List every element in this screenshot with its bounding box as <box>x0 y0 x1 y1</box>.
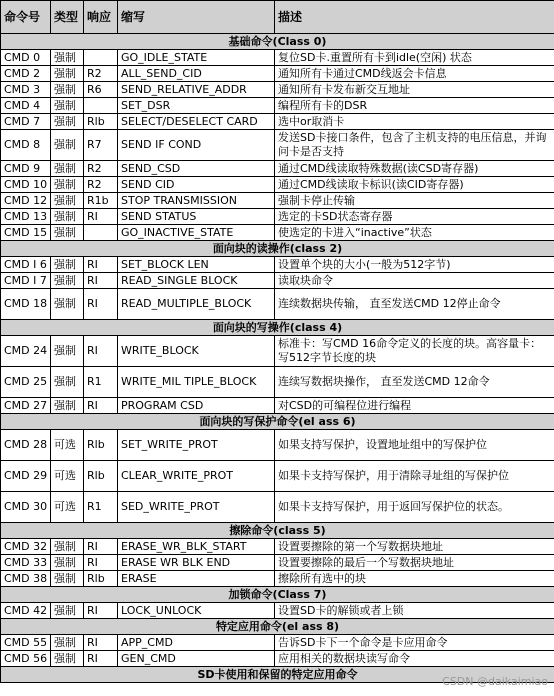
description-cell: 标准卡：写CMD 16命令定义的长度的块。高容量卡：写512字节长度的块 <box>275 336 554 367</box>
type-cell: 强制 <box>51 635 84 651</box>
watermark: CSDN @daikaimiao <box>442 675 548 688</box>
command-number-cell: CMD 56 <box>1 651 51 667</box>
response-cell: RI <box>84 398 118 414</box>
command-number-cell: CMD 24 <box>1 336 51 367</box>
response-cell: RI <box>84 257 118 273</box>
abbreviation-cell: ERASE WR BLK END <box>118 555 275 571</box>
type-cell: 可选 <box>51 492 84 523</box>
type-cell: 强制 <box>51 539 84 555</box>
abbreviation-cell: SEND STATUS <box>118 209 275 225</box>
response-cell: RI <box>84 289 118 320</box>
table-row <box>1 539 554 555</box>
response-cell: R1b <box>84 193 118 209</box>
section-title: SD卡使用和保留的特定应用命令 <box>1 667 554 683</box>
description-cell: 设置单个块的大小(一般为512字节) <box>275 257 554 273</box>
description-cell: 对CSD的可编程位进行编程 <box>275 398 554 414</box>
description-cell: 应用相关的数据块读写命令 <box>275 651 554 667</box>
response-cell: RI <box>84 603 118 619</box>
description-cell: 通知所有卡发布新交互地址 <box>275 82 554 98</box>
section-header-row <box>1 619 554 635</box>
command-number-cell: CMD 10 <box>1 177 51 193</box>
type-cell: 强制 <box>51 257 84 273</box>
type-cell: 强制 <box>51 114 84 130</box>
abbreviation-cell: GO_INACTIVE_STATE <box>118 225 275 241</box>
table-row <box>1 571 554 587</box>
section-header-row <box>1 320 554 336</box>
table-row <box>1 461 554 492</box>
response-cell <box>84 98 118 114</box>
description-cell: 强制卡停止传输 <box>275 193 554 209</box>
response-cell: RI <box>84 635 118 651</box>
command-number-cell: CMD 27 <box>1 398 51 414</box>
description-cell: 连续数据块传输， 直至发送CMD 12停止命令 <box>275 289 554 320</box>
type-cell: 强制 <box>51 555 84 571</box>
abbreviation-cell: ERASE <box>118 571 275 587</box>
type-cell: 强制 <box>51 193 84 209</box>
abbreviation-cell: ALL_SEND_CID <box>118 66 275 82</box>
command-number-cell: CMD 32 <box>1 539 51 555</box>
table-row <box>1 336 554 367</box>
table-row <box>1 651 554 667</box>
description-cell: 通过CMD线读取特殊数据(读CSD寄存器) <box>275 161 554 177</box>
abbreviation-cell: LOCK_UNLOCK <box>118 603 275 619</box>
command-number-cell: CMD 13 <box>1 209 51 225</box>
abbreviation-cell: SEND_CSD <box>118 161 275 177</box>
table-row <box>1 209 554 225</box>
table-row <box>1 193 554 209</box>
description-cell: 读取块命令 <box>275 273 554 289</box>
command-number-cell: CMD 33 <box>1 555 51 571</box>
response-cell: RI <box>84 273 118 289</box>
type-cell: 强制 <box>51 177 84 193</box>
description-cell: 通过CMD线读取卡标识(读CID寄存器) <box>275 177 554 193</box>
abbreviation-cell: SEND IF COND <box>118 130 275 161</box>
command-number-cell: CMD 42 <box>1 603 51 619</box>
response-cell: R2 <box>84 177 118 193</box>
command-number-cell: CMD 2 <box>1 66 51 82</box>
section-title: 擦除命令(class 5) <box>1 523 554 539</box>
type-cell: 强制 <box>51 66 84 82</box>
abbreviation-cell: STOP TRANSMISSION <box>118 193 275 209</box>
table-row <box>1 492 554 523</box>
type-cell: 强制 <box>51 367 84 398</box>
header-cell: 缩写 <box>118 1 275 34</box>
description-cell: 连续写数据块操作， 直至发送CMD 12命令 <box>275 367 554 398</box>
description-cell: 选中or取消卡 <box>275 114 554 130</box>
response-cell: RI <box>84 651 118 667</box>
response-cell: Rlb <box>84 430 118 461</box>
table-row <box>1 257 554 273</box>
header-cell: 类型 <box>51 1 84 34</box>
command-number-cell: CMD 12 <box>1 193 51 209</box>
abbreviation-cell: APP_CMD <box>118 635 275 651</box>
section-title: 加锁命令(Class 7) <box>1 587 554 603</box>
response-cell: R2 <box>84 66 118 82</box>
header-cell: 描述 <box>275 1 554 34</box>
response-cell: Rlb <box>84 571 118 587</box>
response-cell: RI <box>84 539 118 555</box>
abbreviation-cell: SEND_RELATIVE_ADDR <box>118 82 275 98</box>
response-cell: R1 <box>84 367 118 398</box>
table-row <box>1 225 554 241</box>
abbreviation-cell: CLEAR_WRITE_PROT <box>118 461 275 492</box>
command-number-cell: CMD 30 <box>1 492 51 523</box>
abbreviation-cell: SET_WRITE_PROT <box>118 430 275 461</box>
description-cell: 如果支持写保护，设置地址组中的写保护位 <box>275 430 554 461</box>
description-cell: 设置SD卡的解锁或者上锁 <box>275 603 554 619</box>
response-cell: R2 <box>84 161 118 177</box>
type-cell: 强制 <box>51 651 84 667</box>
type-cell: 强制 <box>51 98 84 114</box>
response-cell <box>84 225 118 241</box>
section-header-row <box>1 414 554 430</box>
abbreviation-cell: SET_DSR <box>118 98 275 114</box>
header-cell: 命令号 <box>1 1 51 34</box>
type-cell: 强制 <box>51 225 84 241</box>
command-number-cell: CMD 29 <box>1 461 51 492</box>
table-row <box>1 66 554 82</box>
type-cell: 强制 <box>51 289 84 320</box>
table-row <box>1 114 554 130</box>
description-cell: 设置要擦除的最后一个写数据块地址 <box>275 555 554 571</box>
description-cell: 使选定的卡进入“inactive”状态 <box>275 225 554 241</box>
abbreviation-cell: SET_BLOCK LEN <box>118 257 275 273</box>
abbreviation-cell: SED_WRITE_PROT <box>118 492 275 523</box>
command-number-cell: CMD 9 <box>1 161 51 177</box>
section-title: 面向块的读操作(class 2) <box>1 241 554 257</box>
description-cell: 设置要擦除的第一个写数据块地址 <box>275 539 554 555</box>
table-row <box>1 50 554 66</box>
table-row <box>1 367 554 398</box>
description-cell: 如果卡支持写保护，用于清除寻址组的写保护位 <box>275 461 554 492</box>
abbreviation-cell: GO_IDLE_STATE <box>118 50 275 66</box>
description-cell: 发送SD卡接口条件，包含了主机支持的电压信息，并询问卡是否支持 <box>275 130 554 161</box>
type-cell: 可选 <box>51 430 84 461</box>
type-cell: 强制 <box>51 82 84 98</box>
response-cell: R7 <box>84 130 118 161</box>
table-header-row <box>1 1 554 34</box>
section-header-row <box>1 241 554 257</box>
type-cell: 强制 <box>51 50 84 66</box>
table-row <box>1 398 554 414</box>
response-cell: R6 <box>84 82 118 98</box>
command-number-cell: CMD 3 <box>1 82 51 98</box>
description-cell: 通知所有卡通过CMD线返会卡信息 <box>275 66 554 82</box>
type-cell: 强制 <box>51 398 84 414</box>
command-number-cell: CMD 28 <box>1 430 51 461</box>
abbreviation-cell: WRITE_MIL TIPLE_BLOCK <box>118 367 275 398</box>
section-header-row <box>1 34 554 50</box>
response-cell: R1 <box>84 492 118 523</box>
command-number-cell: CMD 8 <box>1 130 51 161</box>
abbreviation-cell: READ_MULTIPLE_BLOCK <box>118 289 275 320</box>
command-number-cell: CMD 18 <box>1 289 51 320</box>
table-row <box>1 430 554 461</box>
section-header-row <box>1 587 554 603</box>
table-row <box>1 289 554 320</box>
command-number-cell: CMD 0 <box>1 50 51 66</box>
command-number-cell: CMD I 7 <box>1 273 51 289</box>
table-body <box>1 34 554 683</box>
type-cell: 强制 <box>51 571 84 587</box>
type-cell: 可选 <box>51 461 84 492</box>
table-row <box>1 555 554 571</box>
table-row <box>1 82 554 98</box>
response-cell: RI <box>84 209 118 225</box>
command-number-cell: CMD 25 <box>1 367 51 398</box>
description-cell: 告诉SD卡下一个命令是卡应用命令 <box>275 635 554 651</box>
table-row <box>1 130 554 161</box>
description-cell: 如果卡支持写保护，用于返回写保护位的状态。 <box>275 492 554 523</box>
type-cell: 强制 <box>51 161 84 177</box>
command-number-cell: CMD I 6 <box>1 257 51 273</box>
abbreviation-cell: WRITE_BLOCK <box>118 336 275 367</box>
section-title: 基础命令(Class 0) <box>1 34 554 50</box>
table-row <box>1 273 554 289</box>
section-header-row <box>1 523 554 539</box>
command-number-cell: CMD 15 <box>1 225 51 241</box>
abbreviation-cell: SEND CID <box>118 177 275 193</box>
header-cell: 响应 <box>84 1 118 34</box>
command-number-cell: CMD 55 <box>1 635 51 651</box>
response-cell: Rlb <box>84 461 118 492</box>
command-number-cell: CMD 4 <box>1 98 51 114</box>
type-cell: 强制 <box>51 130 84 161</box>
section-title: 面向块的写保护命令(el ass 6) <box>1 414 554 430</box>
response-cell: RI <box>84 336 118 367</box>
command-number-cell: CMD 7 <box>1 114 51 130</box>
table-row <box>1 98 554 114</box>
abbreviation-cell: GEN_CMD <box>118 651 275 667</box>
abbreviation-cell: SELECT/DESELECT CARD <box>118 114 275 130</box>
abbreviation-cell: ERASE_WR_BLK_START <box>118 539 275 555</box>
description-cell: 编程所有卡的DSR <box>275 98 554 114</box>
response-cell: Rlb <box>84 114 118 130</box>
description-cell: 擦除所有选中的块 <box>275 571 554 587</box>
table-row <box>1 161 554 177</box>
type-cell: 强制 <box>51 603 84 619</box>
type-cell: 强制 <box>51 336 84 367</box>
command-number-cell: CMD 38 <box>1 571 51 587</box>
table-row <box>1 603 554 619</box>
description-cell: 选定的卡SD状态寄存器 <box>275 209 554 225</box>
type-cell: 强制 <box>51 273 84 289</box>
description-cell: 复位SD卡.重置所有卡到idle(空闲) 状态 <box>275 50 554 66</box>
abbreviation-cell: READ_SINGLE BLOCK <box>118 273 275 289</box>
abbreviation-cell: PROGRAM CSD <box>118 398 275 414</box>
response-cell: RI <box>84 555 118 571</box>
table-row <box>1 635 554 651</box>
table-row <box>1 177 554 193</box>
section-title: 特定应用命令(el ass 8) <box>1 619 554 635</box>
response-cell <box>84 50 118 66</box>
type-cell: 强制 <box>51 209 84 225</box>
section-title: 面向块的写操作(class 4) <box>1 320 554 336</box>
